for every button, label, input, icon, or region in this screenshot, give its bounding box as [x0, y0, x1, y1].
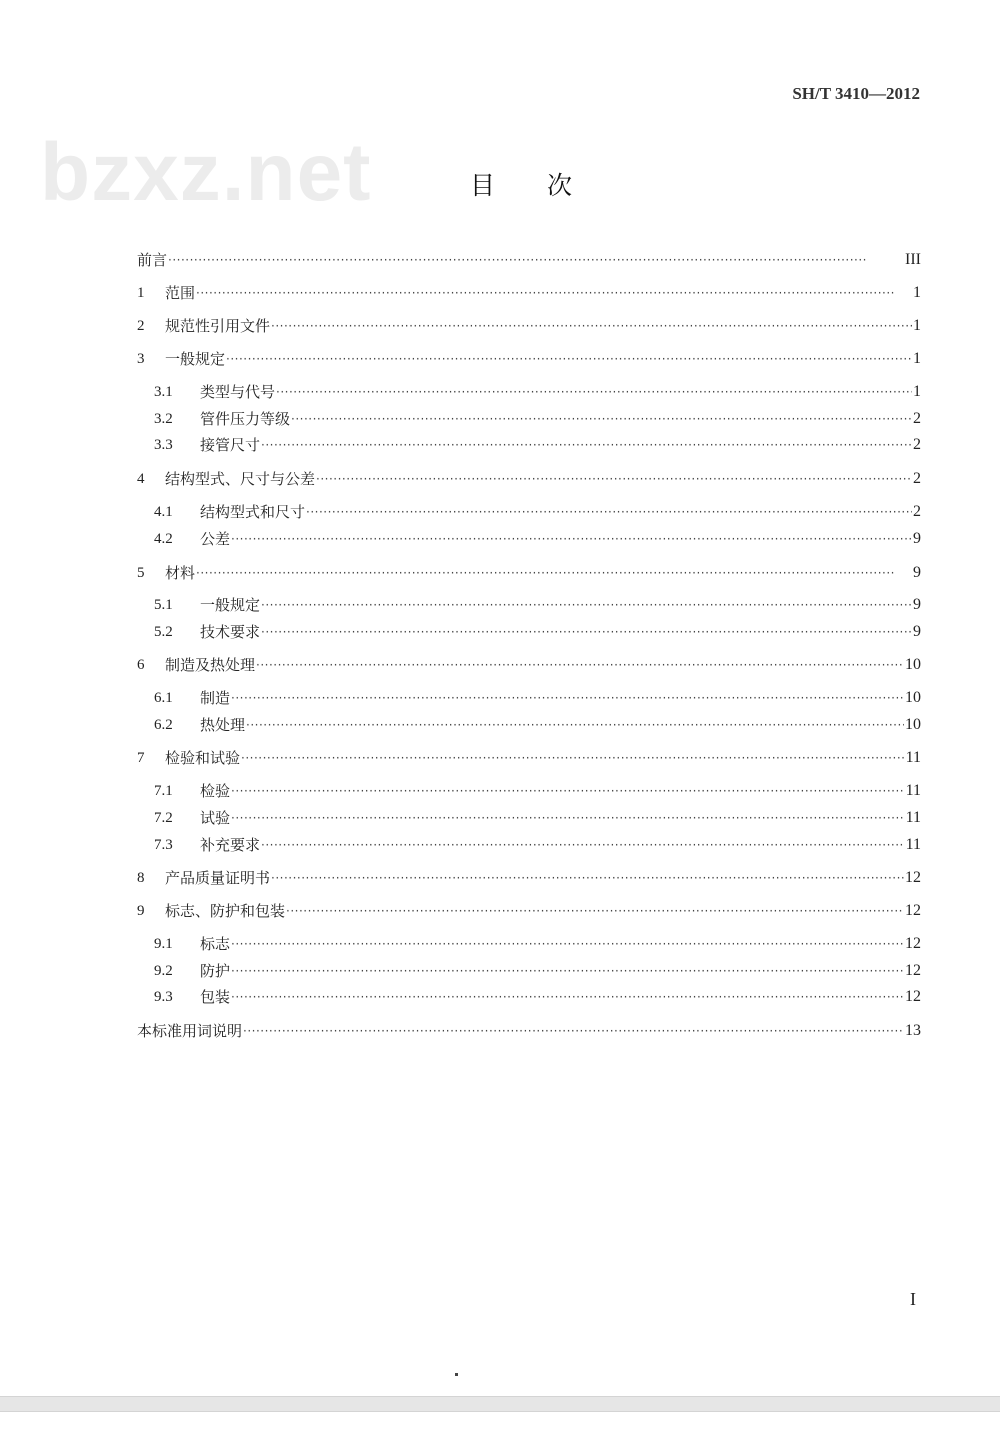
toc-entry-page: 9 [913, 596, 921, 613]
toc-entry-label: 检验 [200, 782, 231, 800]
toc-entry[interactable] [137, 316, 921, 336]
toc-entry-page: 10 [905, 716, 921, 733]
dot-leader [261, 622, 912, 642]
toc-entry-label: 标志、防护和包装 [165, 902, 286, 920]
toc-entry-number: 7.1 [154, 783, 173, 799]
toc-entry-label: 产品质量证明书 [165, 869, 271, 887]
watermark: bzxz.net [40, 127, 372, 218]
toc-entry-page: 2 [913, 503, 921, 520]
toc-entry-page: 9 [913, 530, 921, 547]
toc-entry[interactable] [137, 349, 921, 369]
toc-entry-label: 一般规定 [165, 350, 226, 368]
toc-entry-number: 6 [137, 657, 145, 673]
dot-leader [241, 748, 905, 768]
toc-entry[interactable] [154, 409, 921, 429]
toc-entry-number: 3.2 [154, 411, 173, 427]
toc-entry[interactable] [137, 1021, 921, 1041]
page-title: 目次 [470, 171, 625, 200]
toc-entry-label: 管件压力等级 [200, 410, 291, 428]
toc-entry[interactable] [154, 808, 921, 828]
toc-entry-number: 4.2 [154, 531, 173, 547]
toc-entry-page: 12 [905, 935, 921, 952]
toc-entry-number: 8 [137, 870, 145, 886]
toc-entry-page: III [905, 251, 921, 268]
toc-entry-number: 5 [137, 565, 145, 581]
toc-entry-label: 补充要求 [200, 836, 261, 854]
toc-entry-page: 11 [905, 782, 921, 799]
dot-leader [231, 961, 904, 981]
toc-entry-number: 3.3 [154, 437, 173, 453]
dot-leader [226, 349, 912, 369]
toc-entry-page: 2 [913, 470, 921, 487]
toc-entry-page: 11 [905, 749, 921, 766]
toc-entry-number: 7 [137, 750, 145, 766]
dot-leader [246, 715, 904, 735]
toc-entry-page: 1 [913, 383, 921, 400]
toc-entry-number: 9 [137, 903, 145, 919]
toc-entry-label: 技术要求 [200, 623, 261, 641]
toc-entry[interactable] [137, 283, 921, 303]
toc-entry-label: 规范性引用文件 [165, 317, 271, 335]
toc-entry-label: 制造 [200, 689, 231, 707]
toc-entry-page: 11 [905, 809, 921, 826]
toc-entry-number: 6.2 [154, 717, 173, 733]
toc-entry-number: 3.1 [154, 384, 173, 400]
dot-leader [286, 901, 904, 921]
toc-entry-page: 12 [905, 962, 921, 979]
toc-entry-label: 结构型式和尺寸 [200, 503, 306, 521]
dot-leader [196, 283, 912, 303]
dot-leader [231, 688, 904, 708]
dot-leader [316, 469, 912, 489]
scan-speck [455, 1373, 458, 1376]
toc-entry[interactable] [154, 595, 921, 615]
dot-leader [276, 382, 912, 402]
toc-entry-page: 11 [905, 836, 921, 853]
dot-leader [261, 595, 912, 615]
toc-entry-number: 9.3 [154, 989, 173, 1005]
dot-leader [231, 987, 904, 1007]
toc-entry[interactable] [154, 835, 921, 855]
toc-entry-label: 结构型式、尺寸与公差 [165, 470, 316, 488]
toc-entry-page: 12 [905, 869, 921, 886]
toc-entry-number: 5.2 [154, 624, 173, 640]
toc-entry[interactable] [154, 934, 921, 954]
toc-entry-label: 试验 [200, 809, 231, 827]
toc-entry-page: 12 [905, 988, 921, 1005]
dot-leader [306, 502, 912, 522]
toc-entry-label: 本标准用词说明 [137, 1022, 243, 1040]
dot-leader [243, 1021, 904, 1041]
toc-entry-page: 9 [913, 564, 921, 581]
toc-entry-number: 9.2 [154, 963, 173, 979]
toc-entry-number: 9.1 [154, 936, 173, 952]
toc-entry-label: 接管尺寸 [200, 436, 261, 454]
page-separator-bar [0, 1396, 1000, 1412]
dot-leader [196, 563, 912, 583]
toc-entry[interactable] [154, 715, 921, 735]
toc-entry[interactable] [154, 961, 921, 981]
dot-leader [261, 435, 912, 455]
dot-leader [261, 835, 905, 855]
toc-entry-page: 1 [913, 317, 921, 334]
toc-entry[interactable] [154, 382, 921, 402]
dot-leader [231, 781, 905, 801]
dot-leader [271, 868, 904, 888]
standard-code: SH/T 3410—2012 [792, 84, 920, 103]
toc-entry-number: 7.2 [154, 810, 173, 826]
toc-entry[interactable] [137, 655, 921, 675]
toc-entry[interactable] [137, 250, 921, 270]
toc-entry-label: 类型与代号 [200, 383, 276, 401]
toc-entry-label: 制造及热处理 [165, 656, 256, 674]
dot-leader [231, 529, 912, 549]
toc-entry-label: 标志 [200, 935, 231, 953]
toc-entry[interactable] [137, 469, 921, 489]
dot-leader [271, 316, 912, 336]
toc-entry-number: 1 [137, 285, 145, 301]
dot-leader [256, 655, 904, 675]
toc-entry[interactable] [137, 563, 921, 583]
toc-entry-number: 4 [137, 471, 145, 487]
toc-entry-label: 检验和试验 [165, 749, 241, 767]
toc-entry-number: 2 [137, 318, 145, 334]
toc-entry-page: 1 [913, 284, 921, 301]
toc-entry-label: 防护 [200, 962, 231, 980]
toc-entry-label: 热处理 [200, 716, 246, 734]
toc-entry-page: 2 [913, 436, 921, 453]
toc-entry-label: 一般规定 [200, 596, 261, 614]
toc-entry[interactable] [137, 868, 921, 888]
toc-entry-number: 3 [137, 351, 145, 367]
toc-entry[interactable] [137, 901, 921, 921]
toc-entry-page: 1 [913, 350, 921, 367]
toc-entry-page: 12 [905, 902, 921, 919]
toc-entry-label: 材料 [165, 564, 196, 582]
toc-entry-label: 包装 [200, 988, 231, 1006]
toc-entry-number: 4.1 [154, 504, 173, 520]
toc-entry-page: 2 [913, 410, 921, 427]
toc-entry[interactable] [154, 781, 921, 801]
toc-entry[interactable] [154, 529, 921, 549]
toc-entry-page: 13 [905, 1022, 921, 1039]
toc-entry-page: 9 [913, 623, 921, 640]
dot-leader [168, 250, 904, 270]
toc-entry-number: 7.3 [154, 837, 173, 853]
toc-entry[interactable] [154, 502, 921, 522]
toc-entry-label: 公差 [200, 530, 231, 548]
toc-entry-number: 5.1 [154, 597, 173, 613]
toc-entry[interactable] [154, 688, 921, 708]
toc-entry[interactable] [137, 748, 921, 768]
page-number: I [910, 1289, 916, 1309]
dot-leader [231, 934, 904, 954]
toc-entry[interactable] [154, 435, 921, 455]
toc-entry-label: 前言 [137, 251, 168, 269]
dot-leader [291, 409, 912, 429]
toc-entry-number: 6.1 [154, 690, 173, 706]
toc-entry-label: 范围 [165, 284, 196, 302]
toc-entry-page: 10 [905, 656, 921, 673]
toc-entry[interactable] [154, 987, 921, 1007]
dot-leader [231, 808, 905, 828]
toc-entry[interactable] [154, 622, 921, 642]
toc-entry-page: 10 [905, 689, 921, 706]
